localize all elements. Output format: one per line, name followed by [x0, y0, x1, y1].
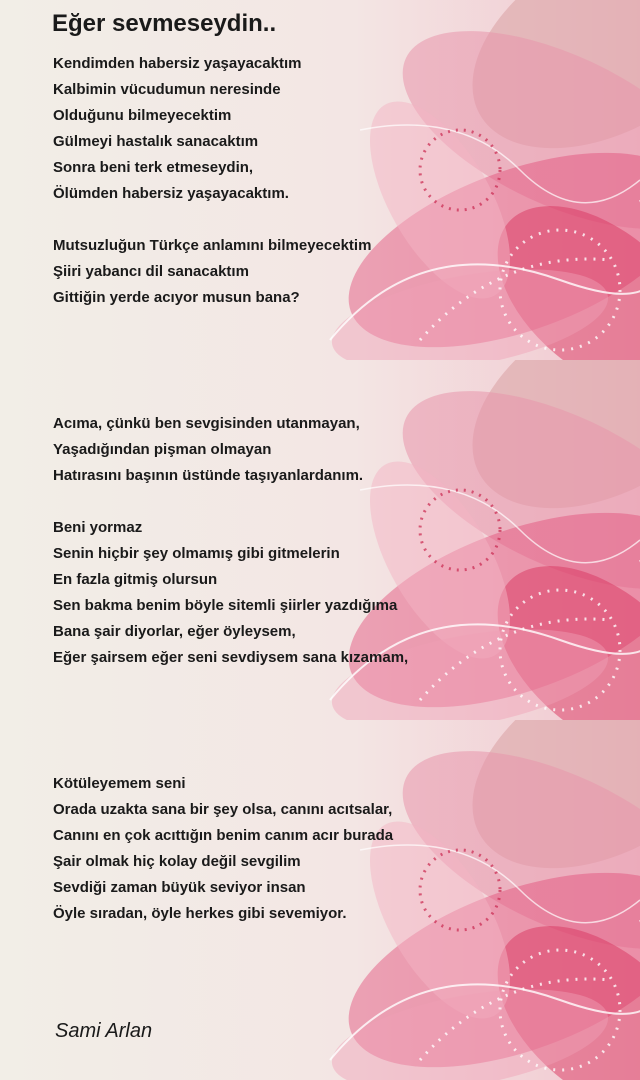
- poem-line: Öyle sıradan, öyle herkes gibi sevemiyor.: [53, 905, 347, 922]
- poem-line: Şiiri yabancı dil sanacaktım: [53, 263, 249, 280]
- poem-line: Gittiğin yerde acıyor musun bana?: [53, 289, 300, 306]
- poem-stanza: [53, 233, 371, 311]
- poem-line: Hatırasını başının üstünde taşıyanlardanım.: [53, 467, 364, 484]
- poem-line: Senin hiçbir şey olmamış gibi gitmelerin: [53, 545, 340, 562]
- poem-line: Ölümden habersiz yaşayacaktım.: [53, 185, 289, 202]
- poem-line: Gülmeyi hastalık sanacaktım: [53, 133, 259, 150]
- poem-stanza: [53, 771, 393, 927]
- poem-line: Orada uzakta sana bir şey olsa, canını acıtsalar,: [53, 801, 393, 818]
- poem-stanza: [53, 51, 301, 207]
- poem-line: Yaşadığından pişman olmayan: [53, 441, 272, 458]
- poem-stanza: [53, 411, 363, 489]
- poem-title: Eğer sevmeseydin..: [52, 10, 277, 37]
- poem-line: Bana şair diyorlar, eğer öyleysem,: [53, 623, 296, 640]
- poem-line: Acıma, çünkü ben sevgisinden utanmayan,: [53, 415, 360, 432]
- poem-line: Sonra beni terk etmeseydin,: [53, 159, 254, 176]
- poem-line: Şair olmak hiç kolay değil sevgilim: [53, 853, 301, 870]
- poem-line: Beni yormaz: [53, 519, 143, 536]
- poem-line: Sen bakma benim böyle sitemli şiirler yazdığıma: [53, 597, 398, 614]
- poem-line: Olduğunu bilmeyecektim: [53, 107, 232, 124]
- poem-stanza: [53, 515, 408, 671]
- poem-line: Canını en çok acıttığın benim canım acır burada: [53, 827, 394, 844]
- poem-line: Kalbimin vücudumun neresinde: [53, 81, 281, 98]
- poem-line: Eğer şairsem eğer seni sevdiysem sana kızamam,: [53, 649, 409, 666]
- poem-author: Sami Arlan: [55, 1020, 153, 1042]
- poem-line: En fazla gitmiş olursun: [53, 571, 218, 588]
- poem-line: Kendimden habersiz yaşayacaktım: [53, 55, 302, 72]
- poem-line: Kötüleyemem seni: [53, 775, 186, 792]
- poem-line: Sevdiği zaman büyük seviyor insan: [53, 879, 306, 896]
- poem-line: Mutsuzluğun Türkçe anlamını bilmeyecektim: [53, 237, 372, 254]
